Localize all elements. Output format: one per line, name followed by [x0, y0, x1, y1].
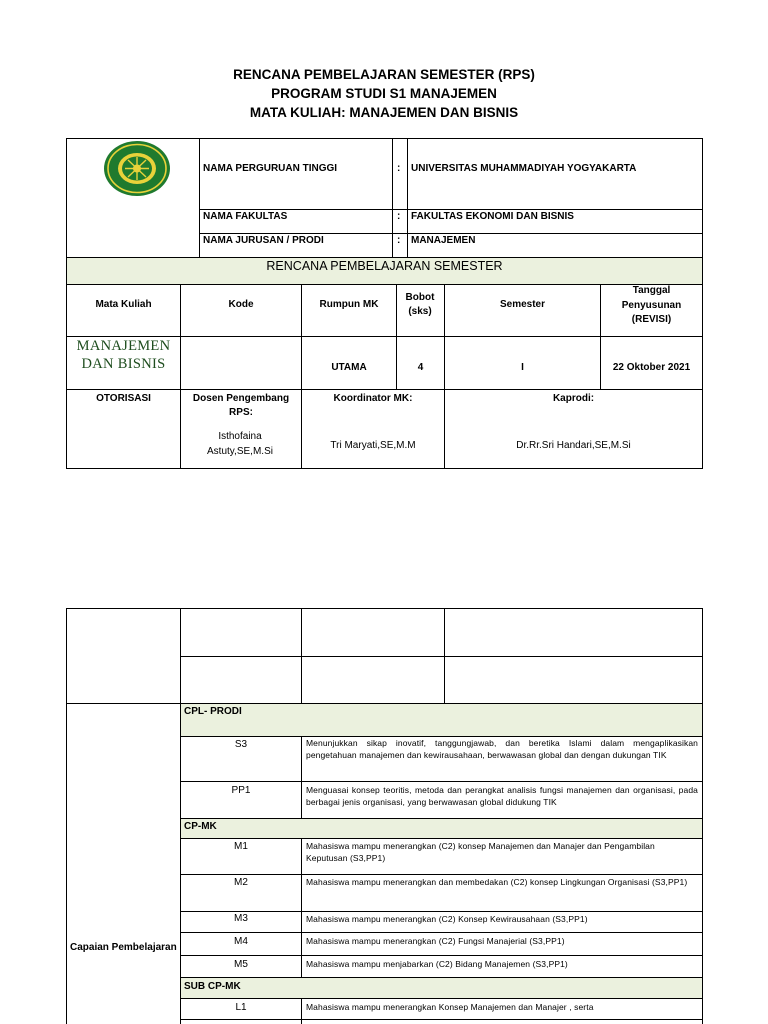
cpl-text: Menguasai konsep teoritis, metoda dan perangkat analisis fungsi manajemen dan organisasi, pada berbagai jenis organisasi, yang berwawasan global didukung TIK: [306, 785, 698, 807]
subcpmk-code: L1: [235, 1002, 247, 1013]
header-rumpun-mk: Rumpun MK: [319, 299, 379, 310]
cpmk-text: Mahasiswa mampu menerangkan (C2) Konsep Kewirausahaan (S3,PP1): [306, 914, 588, 924]
course-tanggal: 22 Oktober 2021: [612, 362, 691, 373]
capaian-label: Capaian Pembelajaran: [70, 942, 177, 953]
course-semester: I: [521, 362, 524, 373]
cpl-prodi-header: CPL- PRODI: [184, 706, 242, 717]
cpmk-text: Mahasiswa mampu menerangkan (C2) Fungsi Manajerial (S3,PP1): [306, 936, 565, 946]
institution-value: UNIVERSITAS MUHAMMADIYAH YOGYAKARTA: [411, 163, 637, 174]
cpmk-code: M5: [234, 959, 248, 970]
document-subtitle-course: MATA KULIAH: MANAJEMEN DAN BISNIS: [249, 105, 519, 120]
subcpmk-header: SUB CP-MK: [184, 981, 241, 992]
faculty-value: FAKULTAS EKONOMI DAN BISNIS: [411, 211, 574, 222]
department-value: MANAJEMEN: [411, 235, 476, 246]
cpmk-text: Mahasiswa mampu menjabarkan (C2) Bidang Manajemen (S3,PP1): [306, 959, 568, 969]
document-title: RENCANA PEMBELAJARAN SEMESTER (RPS): [233, 67, 535, 82]
name-dosen-pengembang: Isthofaina Astuty,SE,M.Si: [207, 431, 273, 457]
course-bobot: 4: [417, 362, 424, 373]
cpmk-header: CP-MK: [184, 821, 217, 832]
header-tanggal-penyusunan: Tanggal Penyusunan (REVISI): [621, 285, 682, 325]
header-bobot: Bobot (sks): [405, 292, 435, 317]
institution-separator: :: [397, 163, 401, 174]
header-kode: Kode: [228, 299, 254, 310]
name-kaprodi: Dr.Rr.Sri Handari,SE,M.Si: [516, 440, 631, 451]
header-mata-kuliah: Mata Kuliah: [95, 299, 152, 310]
cpmk-code: M1: [234, 841, 248, 852]
cpmk-text: Mahasiswa mampu menerangkan (C2) konsep Manajemen dan Manajer dan Pengambilan Keputusan (S3,PP1): [306, 841, 655, 863]
cpmk-code: M2: [234, 877, 248, 888]
header-semester: Semester: [499, 299, 546, 310]
name-koordinator: Tri Maryati,SE,M.M: [330, 440, 416, 451]
department-separator: :: [397, 235, 401, 246]
role-koordinator: Koordinator MK:: [333, 393, 413, 404]
cpl-code: PP1: [231, 785, 251, 796]
otorisasi-label: OTORISASI: [96, 393, 151, 404]
institution-label: NAMA PERGURUAN TINGGI: [203, 163, 338, 174]
role-dosen-pengembang: Dosen Pengembang RPS:: [192, 393, 290, 418]
subcpmk-text: Mahasiswa mampu menerangkan Konsep Manajemen dan Manajer , serta: [306, 1002, 594, 1012]
university-seal-icon: [103, 140, 171, 202]
course-name: MANAJEMEN DAN BISNIS: [76, 338, 171, 372]
faculty-separator: :: [397, 211, 401, 222]
department-label: NAMA JURUSAN / PRODI: [203, 235, 324, 246]
cpmk-code: M4: [234, 936, 248, 947]
role-kaprodi: Kaprodi:: [552, 393, 595, 404]
course-rumpun: UTAMA: [331, 362, 367, 373]
rps-banner: RENCANA PEMBELAJARAN SEMESTER: [266, 259, 503, 273]
cpl-text: Menunjukkan sikap inovatif, tanggungjawab, dan beretika Islami dalam mengaplikasikan pengetahuan manajemen dan kewirausahaan, berwawasan global dan dengan dukungan TIK: [306, 738, 698, 760]
cpmk-text: Mahasiswa mampu menerangkan dan membedakan (C2) konsep Lingkungan Organisasi (S3,PP1): [306, 877, 688, 887]
cpl-code: S3: [234, 739, 248, 750]
faculty-label: NAMA FAKULTAS: [203, 211, 288, 222]
document-subtitle-program: PROGRAM STUDI S1 MANAJEMEN: [271, 86, 497, 101]
cpmk-code: M3: [234, 913, 248, 924]
